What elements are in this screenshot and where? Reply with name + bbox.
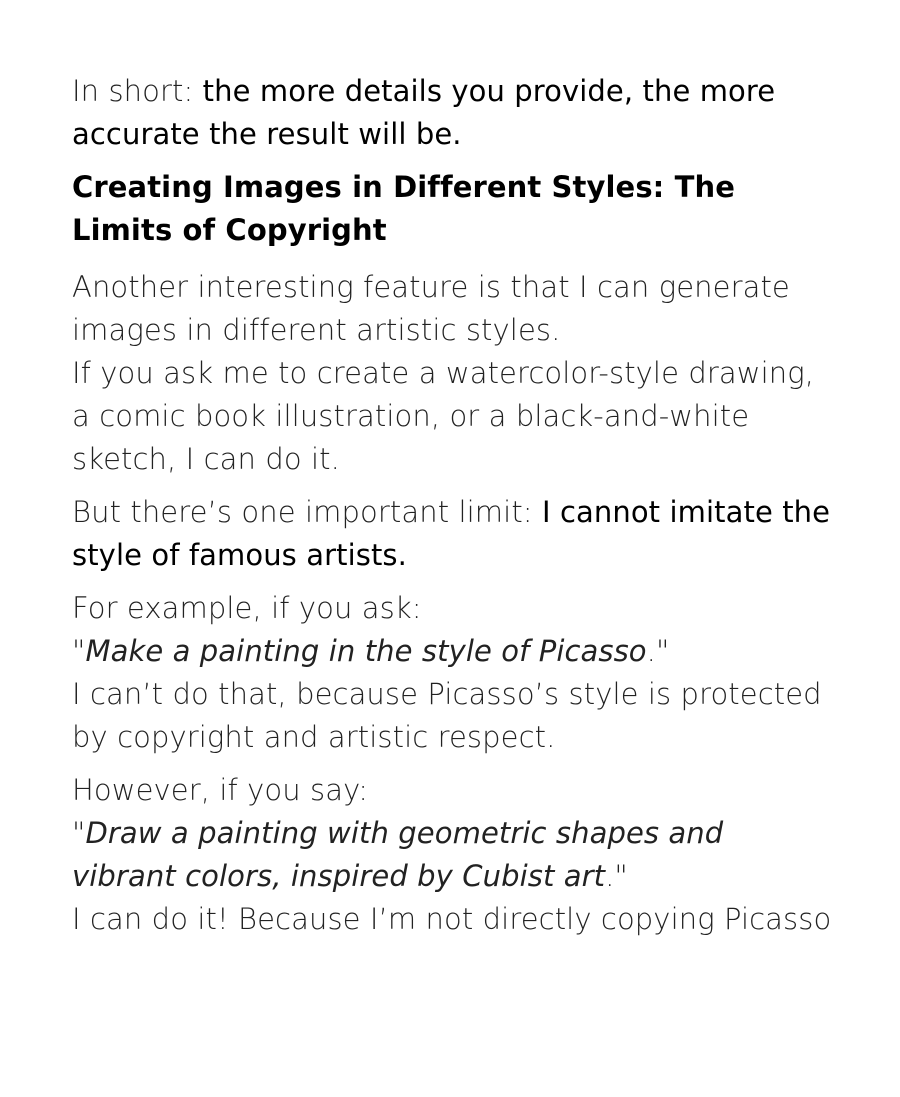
document-page <box>72 70 832 951</box>
however-quote-close: ." <box>605 859 628 893</box>
limit-emphasis: I cannot imitate the style of famous artists. <box>72 495 831 572</box>
example-paragraph <box>72 587 832 759</box>
styles-line-1: Another interesting feature is that I can generate images in different artistic styles. <box>72 270 790 347</box>
section-heading: Creating Images in Different Styles: The Limits of Copyright <box>72 170 735 247</box>
however-quote-text: Draw a painting with geometric shapes and vibrant colors, inspired by Cubist art <box>72 816 724 893</box>
example-quote-text: Make a painting in the style of Picasso <box>85 634 647 668</box>
however-paragraph <box>72 769 832 941</box>
however-quote-open: " <box>72 816 86 850</box>
intro-emphasis: the more details you provide, the more accurate the result will be. <box>72 74 776 151</box>
example-quote-close: ." <box>646 634 670 668</box>
example-quote-open: " <box>72 634 86 668</box>
example-intro: For example, if you ask: <box>72 591 422 625</box>
intro-paragraph <box>72 70 832 156</box>
limit-lead: But there’s one important limit: <box>72 495 542 529</box>
example-quote <box>72 630 832 673</box>
however-quote <box>72 812 832 898</box>
styles-line-2: If you ask me to create a watercolor-style drawing, a comic book illustration, or a black-and-white sketch, I can do it. <box>72 356 815 476</box>
however-result: I can do it! Because I’m not directly copying Picasso <box>72 902 832 936</box>
however-intro: However, if you say: <box>72 773 369 807</box>
styles-paragraph <box>72 266 832 481</box>
intro-lead: In short: <box>72 74 203 108</box>
limit-paragraph <box>72 491 832 577</box>
example-explanation: I can’t do that, because Picasso’s style is protected by copyright and artistic respect. <box>72 677 822 754</box>
